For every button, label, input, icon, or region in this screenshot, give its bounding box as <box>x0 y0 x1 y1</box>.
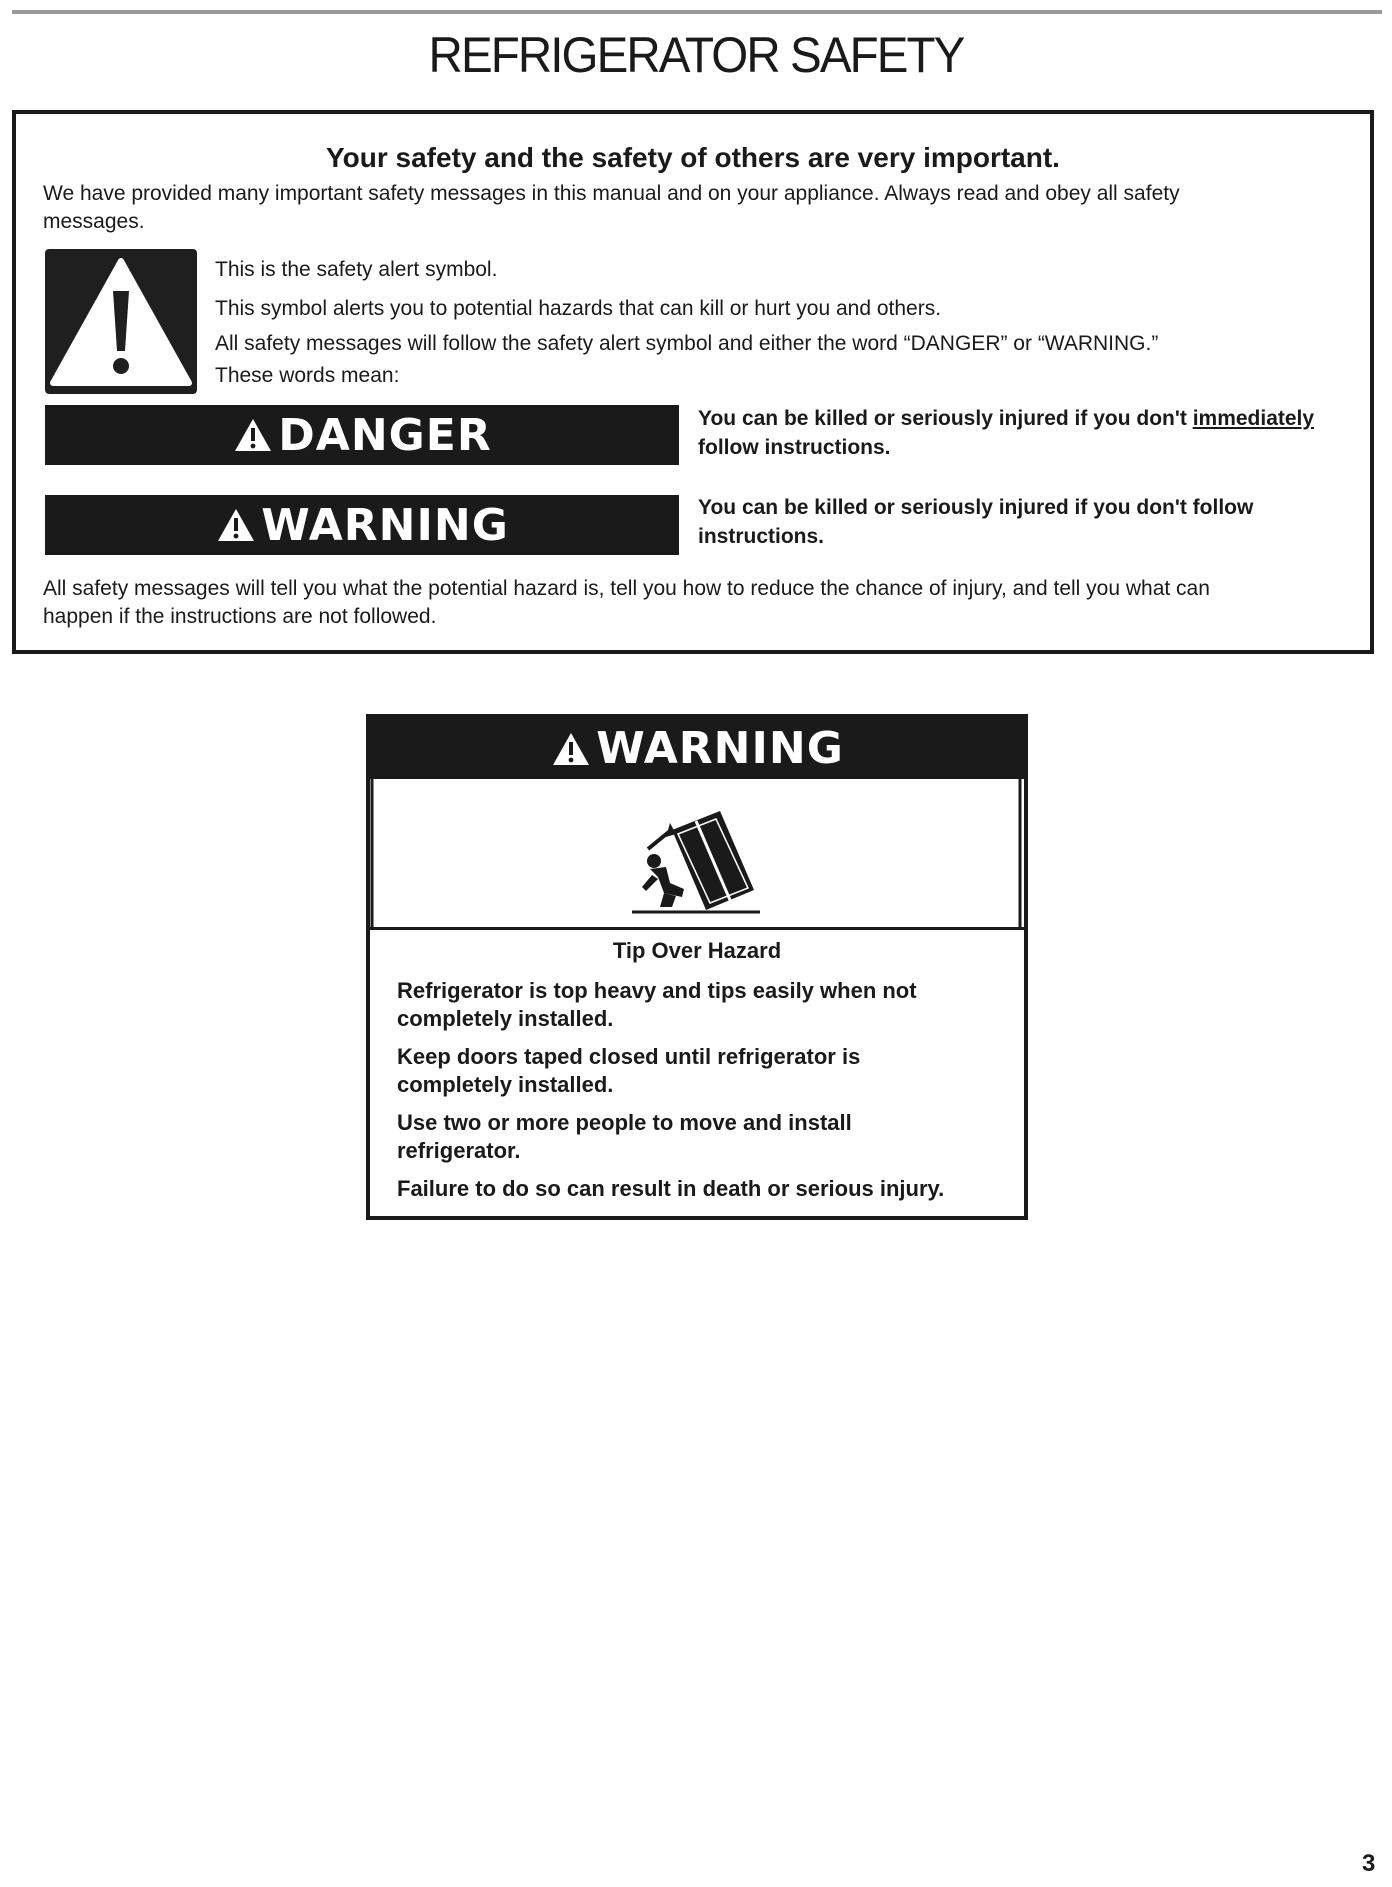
page-title: REFRIGERATOR SAFETY <box>428 27 964 83</box>
top-rule <box>12 10 1382 14</box>
warning-definition <box>698 493 1378 551</box>
tip-over-line-2 <box>397 1043 1007 1099</box>
danger-definition-part-2: follow instructions. <box>698 436 891 459</box>
symbol-text-line-2: This symbol alerts you to potential hazards that can kill or hurt you and others. <box>215 297 942 320</box>
warning-definition-line-2: instructions. <box>698 525 825 548</box>
symbol-text-line-3: All safety messages will follow the safety alert symbol and either the word “DANGER” or “WARNING.” <box>215 332 1159 355</box>
tip-over-line-2a: Keep doors taped closed until refrigerator is <box>397 1044 861 1069</box>
closing-line-2: happen if the instructions are not followed. <box>43 605 437 628</box>
danger-definition <box>698 404 1378 462</box>
danger-signal-bar <box>45 405 679 465</box>
tip-over-title: Tip Over Hazard <box>612 938 782 963</box>
warning-word: WARNING <box>261 499 509 551</box>
danger-signal-word <box>232 410 491 461</box>
intro-box <box>12 110 1374 654</box>
tip-over-line-2b: completely installed. <box>397 1072 614 1097</box>
intro-heading: Your safety and the safety of others are very important. <box>326 142 1060 173</box>
tip-over-warning-header <box>370 718 1024 779</box>
tip-over-pictogram-icon <box>370 779 1024 927</box>
tip-over-line-1b: completely installed. <box>397 1006 614 1031</box>
tip-over-signal-word <box>550 723 844 774</box>
tip-over-pictogram <box>370 779 1024 930</box>
tip-over-line-1a: Refrigerator is top heavy and tips easily when not <box>397 978 917 1003</box>
safety-alert-icon <box>232 416 274 454</box>
intro-paragraph-line-2: messages. <box>43 210 145 233</box>
page-number: 3 <box>1362 1850 1376 1877</box>
danger-word: DANGER <box>278 409 492 461</box>
tip-over-line-3b: refrigerator. <box>397 1138 521 1163</box>
closing-line-1: All safety messages will tell you what the potential hazard is, tell you how to reduce the chance of injury, and tell you what can <box>43 577 1210 600</box>
tip-over-line-1 <box>397 977 1007 1033</box>
intro-paragraph-line-1: We have provided many important safety messages in this manual and on your appliance. Always read and obey all safety <box>43 182 1180 205</box>
warning-signal-word <box>215 500 509 551</box>
danger-definition-underlined: immediately <box>1192 407 1315 430</box>
symbol-text-line-4: These words mean: <box>215 364 400 387</box>
danger-definition-part-1: You can be killed or seriously injured if you don't <box>698 407 1193 430</box>
safety-alert-icon <box>215 506 257 544</box>
safety-alert-icon <box>550 730 592 768</box>
tip-over-warning-box <box>366 714 1028 1220</box>
tip-over-line-4: Failure to do so can result in death or serious injury. <box>397 1176 945 1201</box>
symbol-text-line-1: This is the safety alert symbol. <box>215 258 498 281</box>
tip-over-line-3 <box>397 1109 1007 1165</box>
tip-over-line-3a: Use two or more people to move and install <box>397 1110 852 1135</box>
warning-signal-bar <box>45 495 679 555</box>
warning-definition-line-1: You can be killed or seriously injured if you don't follow <box>698 496 1254 519</box>
tip-over-warning-word: WARNING <box>596 723 844 774</box>
safety-alert-symbol-icon <box>45 249 197 394</box>
